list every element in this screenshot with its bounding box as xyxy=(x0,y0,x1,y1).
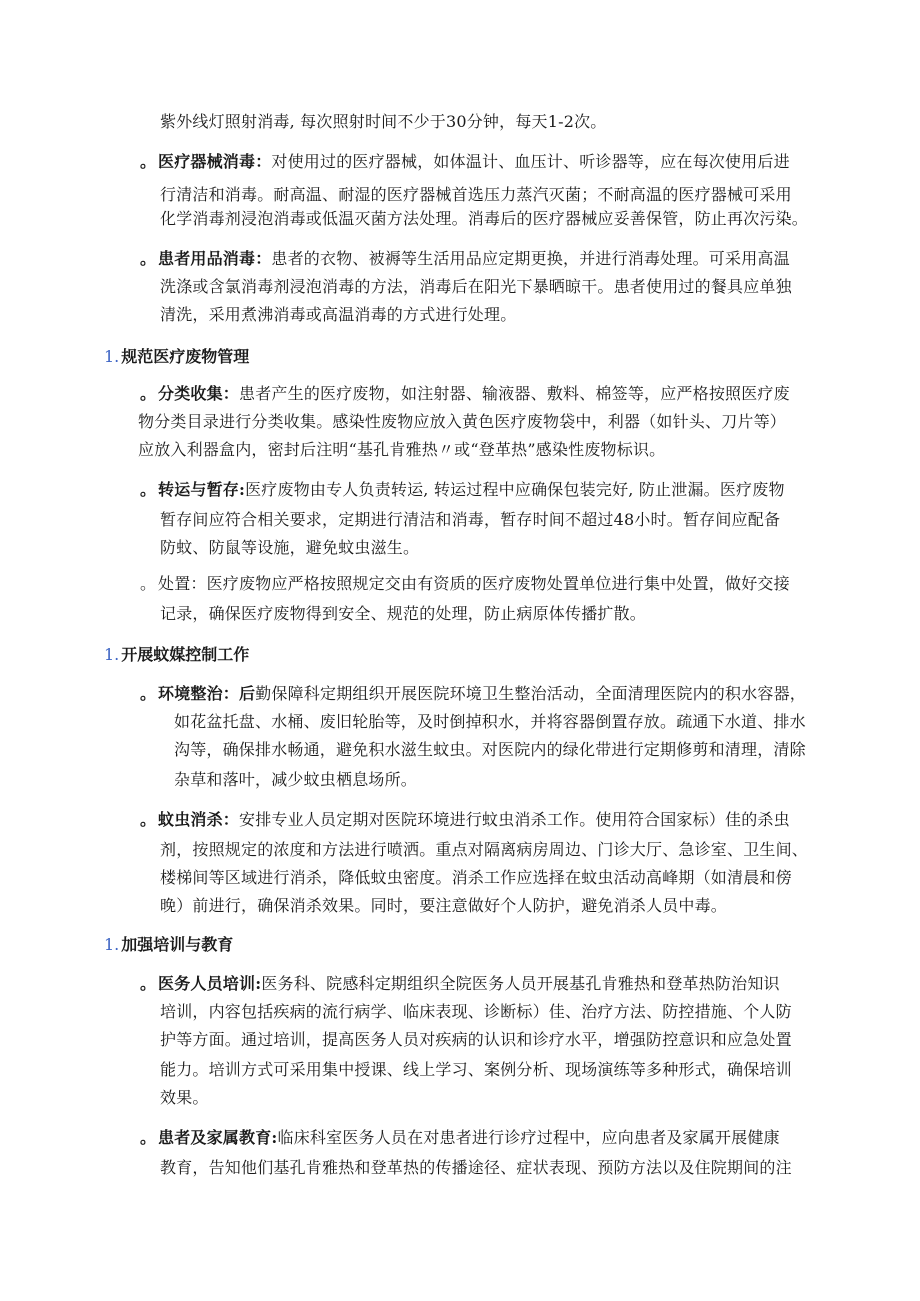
item-text-line: 楼梯间等区域进行消杀，降低蚊虫密度。消杀工作应选择在蚊虫活动高峰期（如清晨和傍 xyxy=(160,868,792,887)
item-text: 患者的衣物、被褥等生活用品应定期更换，并进行消毒处理。可采用高温 xyxy=(271,249,790,268)
heading-title: 加强培训与教育 xyxy=(121,935,234,954)
item-term: 患者及家属教育: xyxy=(158,1128,278,1147)
list-item xyxy=(140,473,785,506)
bullet-mark: 。 xyxy=(140,384,157,403)
section-heading xyxy=(104,638,249,671)
item-text-line: 能力。培训方式可采用集中授课、线上学习、案例分析、现场演练等多种形式，确保培训 xyxy=(160,1060,792,1079)
item-text: 患者产生的医疗废物，如注射器、输液器、敷料、棉签等，应严格按照医疗废 xyxy=(239,384,790,403)
bullet-mark: 。 xyxy=(140,574,157,593)
bullet-mark: 。 xyxy=(140,810,157,829)
item-text: 医疗废物由专人负责转运, 转运过程中应确保包装完好, 防止泄漏。医疗废物 xyxy=(245,480,785,499)
item-text-line: 护等方面。通过培训，提高医务人员对疾病的认识和诊疗水平，增强防控意识和应急处置 xyxy=(160,1030,792,1049)
item-text-line: 应放入利器盒内，密封后注明“基孔肯雅热〃或“登革热”感染性废物标识。 xyxy=(138,440,666,459)
bullet-mark: 。 xyxy=(140,249,157,268)
item-text-line: 暂存间应符合相关要求，定期进行清洁和消毒，暂存时间不超过48小时。暂存间应配备 xyxy=(160,510,781,529)
list-item xyxy=(140,567,790,600)
item-text: 勤保障科定期组织开展医院环境卫生整治活动，全面清理医院内的积水容器， xyxy=(255,684,807,703)
item-term: 医务人员培训: xyxy=(158,974,262,993)
item-term: 转运与暂存: xyxy=(158,480,246,499)
item-term: 蚊虫消杀： xyxy=(158,810,240,829)
item-term: 医疗器械消毒： xyxy=(158,152,272,171)
item-text-line: 沟等，确保排水畅通，避免积水滋生蚊虫。对医院内的绿化带进行定期修剪和清理，清除 xyxy=(174,740,806,759)
bullet-mark: 。 xyxy=(140,684,157,703)
item-term: 患者用品消毒： xyxy=(158,249,272,268)
item-text-line: 剂，按照规定的浓度和方法进行喷洒。重点对隔离病房周边、门诊大厅、急诊室、卫生间、 xyxy=(160,840,809,859)
continuation-text: 紫外线灯照射消毒, 每次照射时间不少于30分钟，每天1-2次。 xyxy=(160,112,607,131)
item-text-line: 教育，告知他们基孔肯雅热和登革热的传播途径、症状表现、预防方法以及住院期间的注 xyxy=(160,1158,792,1177)
item-text-line: 效果。 xyxy=(160,1088,209,1107)
bullet-mark: 。 xyxy=(140,152,157,171)
heading-title: 开展蚊媒控制工作 xyxy=(121,645,250,664)
item-text-line: 洗涤或含氯消毒剂浸泡消毒的方法，消毒后在阳光下暴晒晾干。患者使用过的餐具应单独 xyxy=(160,277,792,296)
item-text-line: 行清洁和消毒。耐高温、耐湿的医疗器械首选压力蒸汽灭菌；不耐高温的医疗器械可采用 xyxy=(160,185,792,204)
list-item xyxy=(140,803,790,836)
heading-number: 1. xyxy=(104,347,120,366)
continuation-line xyxy=(160,105,607,138)
bullet-mark: 。 xyxy=(140,974,157,993)
list-item xyxy=(140,1121,780,1154)
item-text-line: 清洗，采用煮沸消毒或高温消毒的方式进行处理。 xyxy=(160,305,517,324)
item-text: 安排专业人员定期对医院环境进行蚊虫消杀工作。使用符合国家标）佳的杀虫 xyxy=(239,810,790,829)
item-term: 环境整治：后 xyxy=(158,684,256,703)
list-item xyxy=(140,145,790,178)
item-text-line: 防蚊、防鼠等设施，避免蚊虫滋生。 xyxy=(160,538,420,557)
item-text: 对使用过的医疗器械，如体温计、血压计、听诊器等，应在每次使用后进 xyxy=(271,152,790,171)
item-text-line: 培训，内容包括疾病的流行病学、临床表现、诊断标）佳、治疗方法、防控措施、个人防 xyxy=(160,1002,792,1021)
item-text: 医务科、院感科定期组织全院医务人员开展基孔肯雅热和登革热防治知识 xyxy=(261,974,780,993)
item-text: 临床科室医务人员在对患者进行诊疗过程中，应向患者及家属开展健康 xyxy=(277,1128,780,1147)
item-term: 分类收集： xyxy=(158,384,240,403)
section-heading xyxy=(104,928,233,961)
item-text-line: 杂草和落叶，减少蚊虫栖息场所。 xyxy=(174,770,418,789)
item-text-line: 记录，确保医疗废物得到安全、规范的处理，防止病原体传播扩散。 xyxy=(160,604,647,623)
heading-title: 规范医疗废物管理 xyxy=(121,347,250,366)
item-text-line: 晚）前进行，确保消杀效果。同时，要注意做好个人防护，避免消杀人员中毒。 xyxy=(160,896,728,915)
bullet-mark: 。 xyxy=(140,480,157,499)
bullet-mark: 。 xyxy=(140,1128,157,1147)
item-text: 处置：医疗废物应严格按照规定交由有资质的医疗废物处置单位进行集中处置，做好交接 xyxy=(158,574,790,593)
heading-number: 1. xyxy=(104,935,120,954)
item-text-line: 化学消毒剂浸泡消毒或低温灭菌方法处理。消毒后的医疗器械应妥善保管，防止再次污染。 xyxy=(160,209,809,228)
heading-number: 1. xyxy=(104,645,120,664)
section-heading xyxy=(104,340,249,373)
item-text-line: 如花盆托盘、水桶、废旧轮胎等，及时倒掉积水，并将容器倒置存放。疏通下水道、排水 xyxy=(174,712,806,731)
item-text-line: 物分类目录进行分类收集。感染性废物应放入黄色医疗废物袋中，利器（如针头、刀片等） xyxy=(138,412,787,431)
